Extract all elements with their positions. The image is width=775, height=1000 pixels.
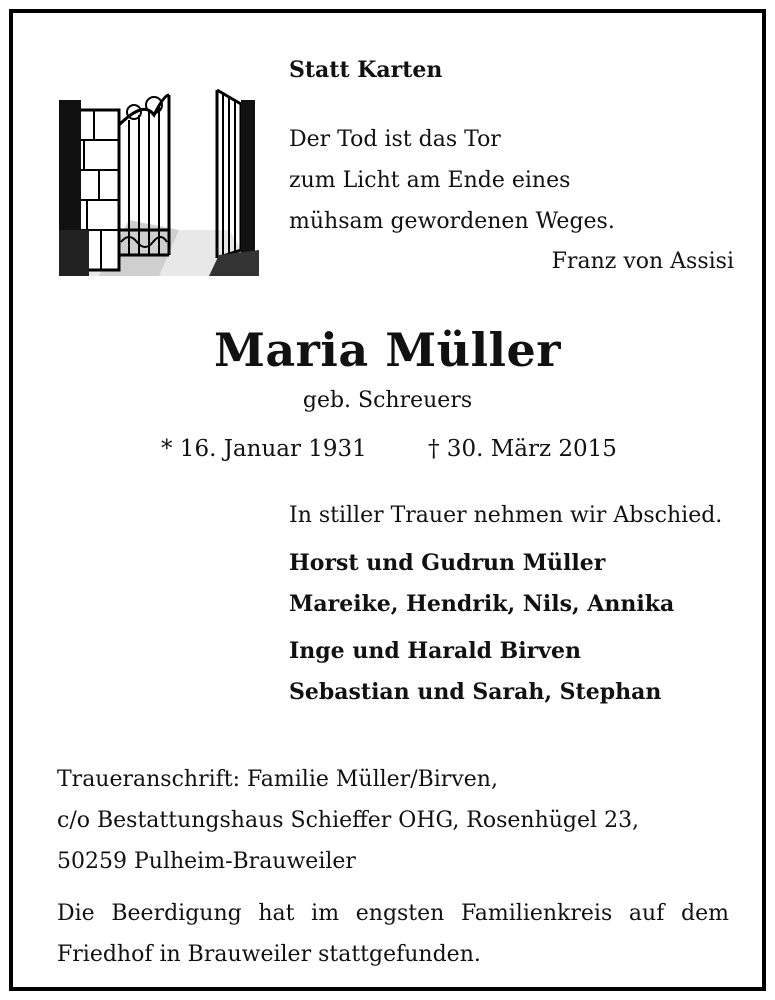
- maiden-name: geb. Schreuers: [302, 388, 473, 413]
- deceased-name: Maria Müller: [213, 323, 562, 377]
- open-gate-icon: [59, 80, 259, 276]
- quote-line-3: mühsam gewordenen Weges.: [289, 209, 615, 234]
- birth-date: * 16. Januar 1931: [161, 436, 367, 462]
- obituary-notice: [9, 9, 766, 991]
- death-date: † 30. März 2015: [428, 436, 617, 462]
- family-line-1: Horst und Gudrun Müller: [289, 550, 606, 576]
- address-line-1: Traueranschrift: Familie Müller/Birven,: [57, 767, 498, 792]
- quote-line-1: Der Tod ist das Tor: [289, 127, 501, 152]
- quote-author: Franz von Assisi: [551, 249, 734, 274]
- burial-notice: Die Beerdigung hat im engsten Familienkreis auf dem Friedhof in Brauweiler stattgefunden.: [57, 901, 729, 967]
- family-line-4: Sebastian und Sarah, Stephan: [289, 679, 662, 705]
- family-line-3: Inge und Harald Birven: [289, 638, 581, 664]
- address-line-3: 50259 Pulheim-Brauweiler: [57, 849, 356, 874]
- address-line-2: c/o Bestattungshaus Schieffer OHG, Rosenhügel 23,: [57, 808, 640, 833]
- mourning-statement: In stiller Trauer nehmen wir Abschied.: [289, 503, 723, 528]
- quote-line-2: zum Licht am Ende eines: [289, 168, 571, 193]
- family-line-2: Mareike, Hendrik, Nils, Annika: [289, 591, 675, 617]
- statt-karten-heading: Statt Karten: [289, 57, 443, 83]
